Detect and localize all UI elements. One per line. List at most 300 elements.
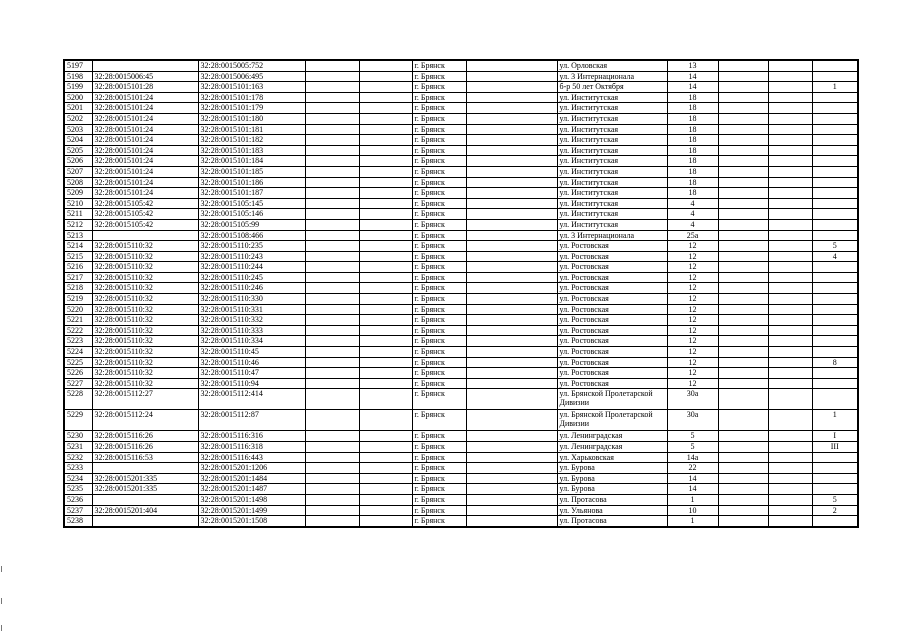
table-row xyxy=(64,516,858,527)
land-cadastral-number-cell: 32:28:0015110:32 xyxy=(92,304,198,315)
house-number-cell: 12 xyxy=(667,368,718,379)
record-number-cell: 5220 xyxy=(64,304,92,315)
empty-cell xyxy=(359,325,412,336)
street-cell: ул. Харьковская xyxy=(557,452,667,463)
empty-cell xyxy=(768,347,812,358)
street-cell: ул. Орловская xyxy=(557,60,667,71)
city-cell: г. Брянск xyxy=(412,463,466,474)
street-cell: ул. Ростовская xyxy=(557,304,667,315)
empty-cell xyxy=(359,124,412,135)
table-row xyxy=(64,347,858,358)
empty-cell xyxy=(466,357,557,368)
street-cell: ул. Бурова xyxy=(557,463,667,474)
empty-cell xyxy=(466,389,557,410)
land-cadastral-number-cell: 32:28:0015110:32 xyxy=(92,368,198,379)
apartment-cell: I xyxy=(812,431,858,442)
empty-cell xyxy=(466,463,557,474)
street-cell: ул. Ростовская xyxy=(557,272,667,283)
object-cadastral-number-cell: 32:28:0015110:46 xyxy=(198,357,305,368)
object-cadastral-number-cell: 32:28:0015110:332 xyxy=(198,315,305,326)
city-cell: г. Брянск xyxy=(412,92,466,103)
empty-cell xyxy=(359,410,412,431)
empty-cell xyxy=(305,389,359,410)
land-cadastral-number-cell: 32:28:0015110:32 xyxy=(92,336,198,347)
object-cadastral-number-cell: 32:28:0015116:316 xyxy=(198,431,305,442)
record-number-cell: 5211 xyxy=(64,209,92,220)
empty-cell xyxy=(466,209,557,220)
record-number-cell: 5217 xyxy=(64,272,92,283)
street-cell: ул. Ростовская xyxy=(557,347,667,358)
empty-cell xyxy=(305,325,359,336)
table-row xyxy=(64,315,858,326)
empty-cell xyxy=(359,494,412,505)
empty-cell xyxy=(718,251,768,262)
table-row xyxy=(64,283,858,294)
empty-cell xyxy=(768,262,812,273)
empty-cell xyxy=(718,198,768,209)
empty-cell xyxy=(359,368,412,379)
record-number-cell: 5231 xyxy=(64,442,92,453)
empty-cell xyxy=(305,463,359,474)
empty-cell xyxy=(466,325,557,336)
object-cadastral-number-cell: 32:28:0015105:145 xyxy=(198,198,305,209)
record-number-cell: 5225 xyxy=(64,357,92,368)
empty-cell xyxy=(466,198,557,209)
empty-cell xyxy=(768,209,812,220)
table-row xyxy=(64,71,858,82)
empty-cell xyxy=(768,410,812,431)
apartment-cell: III xyxy=(812,442,858,453)
land-cadastral-number-cell: 32:28:0015101:24 xyxy=(92,145,198,156)
house-number-cell: 14 xyxy=(667,473,718,484)
empty-cell xyxy=(359,230,412,241)
apartment-cell xyxy=(812,463,858,474)
empty-cell xyxy=(718,315,768,326)
house-number-cell: 18 xyxy=(667,113,718,124)
object-cadastral-number-cell: 32:28:0015110:331 xyxy=(198,304,305,315)
registry-table xyxy=(63,59,859,528)
table-row xyxy=(64,145,858,156)
city-cell: г. Брянск xyxy=(412,103,466,114)
empty-cell xyxy=(305,71,359,82)
apartment-cell: 4 xyxy=(812,251,858,262)
empty-cell xyxy=(466,251,557,262)
house-number-cell: 18 xyxy=(667,135,718,146)
record-number-cell: 5228 xyxy=(64,389,92,410)
empty-cell xyxy=(359,315,412,326)
street-cell: ул. Институтская xyxy=(557,92,667,103)
record-number-cell: 5230 xyxy=(64,431,92,442)
record-number-cell: 5208 xyxy=(64,177,92,188)
apartment-cell xyxy=(812,209,858,220)
empty-cell xyxy=(768,103,812,114)
empty-cell xyxy=(305,473,359,484)
house-number-cell: 4 xyxy=(667,219,718,230)
record-number-cell: 5212 xyxy=(64,219,92,230)
empty-cell xyxy=(466,442,557,453)
table-row xyxy=(64,294,858,305)
table-row xyxy=(64,473,858,484)
empty-cell xyxy=(768,272,812,283)
object-cadastral-number-cell: 32:28:0015201:1487 xyxy=(198,484,305,495)
empty-cell xyxy=(768,304,812,315)
empty-cell xyxy=(718,494,768,505)
land-cadastral-number-cell: 32:28:0015101:24 xyxy=(92,103,198,114)
empty-cell xyxy=(768,368,812,379)
house-number-cell: 18 xyxy=(667,166,718,177)
empty-cell xyxy=(466,60,557,71)
record-number-cell: 5207 xyxy=(64,166,92,177)
city-cell: г. Брянск xyxy=(412,219,466,230)
city-cell: г. Брянск xyxy=(412,378,466,389)
house-number-cell: 12 xyxy=(667,272,718,283)
city-cell: г. Брянск xyxy=(412,177,466,188)
record-number-cell: 5214 xyxy=(64,241,92,252)
object-cadastral-number-cell: 32:28:0015116:318 xyxy=(198,442,305,453)
empty-cell xyxy=(718,410,768,431)
object-cadastral-number-cell: 32:28:0015101:180 xyxy=(198,113,305,124)
record-number-cell: 5226 xyxy=(64,368,92,379)
empty-cell xyxy=(466,315,557,326)
empty-cell xyxy=(718,452,768,463)
object-cadastral-number-cell: 32:28:0015110:243 xyxy=(198,251,305,262)
street-cell: ул. 3 Интернационала xyxy=(557,71,667,82)
house-number-cell: 22 xyxy=(667,463,718,474)
house-number-cell: 1 xyxy=(667,516,718,527)
empty-cell xyxy=(466,113,557,124)
apartment-cell xyxy=(812,198,858,209)
record-number-cell: 5199 xyxy=(64,82,92,93)
empty-cell xyxy=(718,188,768,199)
record-number-cell: 5216 xyxy=(64,262,92,273)
empty-cell xyxy=(718,283,768,294)
empty-cell xyxy=(359,431,412,442)
object-cadastral-number-cell: 32:28:0015201:1206 xyxy=(198,463,305,474)
object-cadastral-number-cell: 32:28:0015101:183 xyxy=(198,145,305,156)
apartment-cell xyxy=(812,294,858,305)
empty-cell xyxy=(359,389,412,410)
city-cell: г. Брянск xyxy=(412,60,466,71)
land-cadastral-number-cell: 32:28:0015110:32 xyxy=(92,294,198,305)
empty-cell xyxy=(305,135,359,146)
street-cell: ул. Институтская xyxy=(557,135,667,146)
street-cell: ул. Ростовская xyxy=(557,368,667,379)
empty-cell xyxy=(359,209,412,220)
table-row xyxy=(64,92,858,103)
empty-cell xyxy=(359,262,412,273)
record-number-cell: 5236 xyxy=(64,494,92,505)
empty-cell xyxy=(359,251,412,262)
empty-cell xyxy=(305,304,359,315)
empty-cell xyxy=(768,135,812,146)
empty-cell xyxy=(359,92,412,103)
city-cell: г. Брянск xyxy=(412,188,466,199)
object-cadastral-number-cell: 32:28:0015101:182 xyxy=(198,135,305,146)
table-row xyxy=(64,241,858,252)
empty-cell xyxy=(718,347,768,358)
house-number-cell: 14а xyxy=(667,452,718,463)
empty-cell xyxy=(305,262,359,273)
apartment-cell xyxy=(812,452,858,463)
house-number-cell: 12 xyxy=(667,251,718,262)
table-row xyxy=(64,156,858,167)
table-row xyxy=(64,60,858,71)
empty-cell xyxy=(718,463,768,474)
empty-cell xyxy=(466,431,557,442)
land-cadastral-number-cell: 32:28:0015006:45 xyxy=(92,71,198,82)
street-cell: ул. Ростовская xyxy=(557,357,667,368)
city-cell: г. Брянск xyxy=(412,124,466,135)
land-cadastral-number-cell: 32:28:0015201:404 xyxy=(92,505,198,516)
city-cell: г. Брянск xyxy=(412,410,466,431)
empty-cell xyxy=(718,336,768,347)
empty-cell xyxy=(718,71,768,82)
empty-cell xyxy=(466,452,557,463)
empty-cell xyxy=(359,378,412,389)
empty-cell xyxy=(359,484,412,495)
empty-cell xyxy=(768,473,812,484)
record-number-cell: 5229 xyxy=(64,410,92,431)
record-number-cell: 5221 xyxy=(64,315,92,326)
record-number-cell: 5233 xyxy=(64,463,92,474)
empty-cell xyxy=(305,177,359,188)
empty-cell xyxy=(768,145,812,156)
table-row xyxy=(64,442,858,453)
apartment-cell: 1 xyxy=(812,410,858,431)
city-cell: г. Брянск xyxy=(412,283,466,294)
record-number-cell: 5198 xyxy=(64,71,92,82)
object-cadastral-number-cell: 32:28:0015101:181 xyxy=(198,124,305,135)
empty-cell xyxy=(466,145,557,156)
empty-cell xyxy=(718,209,768,220)
apartment-cell xyxy=(812,473,858,484)
table-row xyxy=(64,113,858,124)
empty-cell xyxy=(768,60,812,71)
city-cell: г. Брянск xyxy=(412,357,466,368)
house-number-cell: 5 xyxy=(667,442,718,453)
empty-cell xyxy=(768,516,812,527)
object-cadastral-number-cell: 32:28:0015005:752 xyxy=(198,60,305,71)
empty-cell xyxy=(718,230,768,241)
city-cell: г. Брянск xyxy=(412,135,466,146)
object-cadastral-number-cell: 32:28:0015201:1484 xyxy=(198,473,305,484)
empty-cell xyxy=(466,177,557,188)
empty-cell xyxy=(305,294,359,305)
empty-cell xyxy=(466,494,557,505)
record-number-cell: 5215 xyxy=(64,251,92,262)
land-cadastral-number-cell: 32:28:0015110:32 xyxy=(92,272,198,283)
empty-cell xyxy=(359,347,412,358)
empty-cell xyxy=(466,156,557,167)
empty-cell xyxy=(718,103,768,114)
empty-cell xyxy=(305,230,359,241)
empty-cell xyxy=(718,262,768,273)
city-cell: г. Брянск xyxy=(412,516,466,527)
empty-cell xyxy=(305,241,359,252)
house-number-cell: 14 xyxy=(667,71,718,82)
table-row xyxy=(64,251,858,262)
empty-cell xyxy=(768,357,812,368)
empty-cell xyxy=(359,198,412,209)
table-row xyxy=(64,188,858,199)
table-row xyxy=(64,230,858,241)
city-cell: г. Брянск xyxy=(412,262,466,273)
empty-cell xyxy=(718,219,768,230)
land-cadastral-number-cell: 32:28:0015101:24 xyxy=(92,156,198,167)
apartment-cell xyxy=(812,166,858,177)
table-row xyxy=(64,505,858,516)
street-cell: ул. Брянской Пролетарской Дивизии xyxy=(557,410,667,431)
object-cadastral-number-cell: 32:28:0015101:187 xyxy=(198,188,305,199)
table-row xyxy=(64,198,858,209)
empty-cell xyxy=(466,368,557,379)
city-cell: г. Брянск xyxy=(412,198,466,209)
table-row xyxy=(64,484,858,495)
empty-cell xyxy=(466,219,557,230)
empty-cell xyxy=(718,60,768,71)
table-row xyxy=(64,166,858,177)
empty-cell xyxy=(359,113,412,124)
empty-cell xyxy=(305,505,359,516)
land-cadastral-number-cell: 32:28:0015116:53 xyxy=(92,452,198,463)
record-number-cell: 5227 xyxy=(64,378,92,389)
table-row xyxy=(64,389,858,410)
city-cell: г. Брянск xyxy=(412,452,466,463)
street-cell: ул. Институтская xyxy=(557,198,667,209)
empty-cell xyxy=(305,82,359,93)
land-cadastral-number-cell xyxy=(92,463,198,474)
empty-cell xyxy=(359,294,412,305)
record-number-cell: 5219 xyxy=(64,294,92,305)
land-cadastral-number-cell: 32:28:0015101:24 xyxy=(92,92,198,103)
scan-edge-mark xyxy=(1,598,2,604)
city-cell: г. Брянск xyxy=(412,304,466,315)
empty-cell xyxy=(768,389,812,410)
house-number-cell: 12 xyxy=(667,304,718,315)
land-cadastral-number-cell: 32:28:0015101:24 xyxy=(92,124,198,135)
house-number-cell: 25а xyxy=(667,230,718,241)
apartment-cell xyxy=(812,516,858,527)
empty-cell xyxy=(718,294,768,305)
empty-cell xyxy=(305,209,359,220)
city-cell: г. Брянск xyxy=(412,494,466,505)
empty-cell xyxy=(718,325,768,336)
empty-cell xyxy=(466,92,557,103)
city-cell: г. Брянск xyxy=(412,347,466,358)
empty-cell xyxy=(305,452,359,463)
empty-cell xyxy=(718,304,768,315)
empty-cell xyxy=(359,304,412,315)
house-number-cell: 5 xyxy=(667,431,718,442)
street-cell: ул. Ростовская xyxy=(557,378,667,389)
empty-cell xyxy=(768,283,812,294)
house-number-cell: 4 xyxy=(667,209,718,220)
empty-cell xyxy=(718,442,768,453)
city-cell: г. Брянск xyxy=(412,473,466,484)
empty-cell xyxy=(359,442,412,453)
scan-edge-mark xyxy=(1,625,2,631)
empty-cell xyxy=(768,505,812,516)
empty-cell xyxy=(718,272,768,283)
city-cell: г. Брянск xyxy=(412,209,466,220)
table-row xyxy=(64,452,858,463)
empty-cell xyxy=(718,431,768,442)
empty-cell xyxy=(768,251,812,262)
object-cadastral-number-cell: 32:28:0015116:443 xyxy=(198,452,305,463)
city-cell: г. Брянск xyxy=(412,442,466,453)
empty-cell xyxy=(359,71,412,82)
empty-cell xyxy=(466,304,557,315)
land-cadastral-number-cell: 32:28:0015101:24 xyxy=(92,177,198,188)
empty-cell xyxy=(359,166,412,177)
object-cadastral-number-cell: 32:28:0015006:495 xyxy=(198,71,305,82)
house-number-cell: 12 xyxy=(667,357,718,368)
house-number-cell: 12 xyxy=(667,378,718,389)
street-cell: ул. Институтская xyxy=(557,113,667,124)
empty-cell xyxy=(305,410,359,431)
land-cadastral-number-cell: 32:28:0015110:32 xyxy=(92,347,198,358)
empty-cell xyxy=(768,166,812,177)
record-number-cell: 5222 xyxy=(64,325,92,336)
record-number-cell: 5205 xyxy=(64,145,92,156)
apartment-cell xyxy=(812,113,858,124)
empty-cell xyxy=(768,156,812,167)
land-cadastral-number-cell: 32:28:0015101:28 xyxy=(92,82,198,93)
empty-cell xyxy=(718,516,768,527)
house-number-cell: 18 xyxy=(667,145,718,156)
record-number-cell: 5209 xyxy=(64,188,92,199)
house-number-cell: 18 xyxy=(667,103,718,114)
land-cadastral-number-cell: 32:28:0015110:32 xyxy=(92,251,198,262)
object-cadastral-number-cell: 32:28:0015101:179 xyxy=(198,103,305,114)
empty-cell xyxy=(466,347,557,358)
land-cadastral-number-cell: 32:28:0015110:32 xyxy=(92,241,198,252)
empty-cell xyxy=(768,325,812,336)
table-body xyxy=(64,60,858,527)
empty-cell xyxy=(466,410,557,431)
empty-cell xyxy=(359,241,412,252)
empty-cell xyxy=(466,241,557,252)
apartment-cell xyxy=(812,230,858,241)
house-number-cell: 12 xyxy=(667,262,718,273)
table-row xyxy=(64,124,858,135)
empty-cell xyxy=(768,442,812,453)
house-number-cell: 12 xyxy=(667,325,718,336)
apartment-cell xyxy=(812,71,858,82)
object-cadastral-number-cell: 32:28:0015110:333 xyxy=(198,325,305,336)
empty-cell xyxy=(305,336,359,347)
empty-cell xyxy=(718,378,768,389)
empty-cell xyxy=(718,113,768,124)
empty-cell xyxy=(718,166,768,177)
empty-cell xyxy=(305,516,359,527)
house-number-cell: 12 xyxy=(667,315,718,326)
street-cell: ул. Протасова xyxy=(557,516,667,527)
house-number-cell: 18 xyxy=(667,156,718,167)
street-cell: ул. Ростовская xyxy=(557,294,667,305)
city-cell: г. Брянск xyxy=(412,389,466,410)
empty-cell xyxy=(359,283,412,294)
empty-cell xyxy=(359,188,412,199)
house-number-cell: 18 xyxy=(667,188,718,199)
apartment-cell xyxy=(812,347,858,358)
empty-cell xyxy=(718,124,768,135)
object-cadastral-number-cell: 32:28:0015101:163 xyxy=(198,82,305,93)
object-cadastral-number-cell: 32:28:0015201:1498 xyxy=(198,494,305,505)
land-cadastral-number-cell: 32:28:0015112:24 xyxy=(92,410,198,431)
street-cell: ул. Институтская xyxy=(557,188,667,199)
table-row xyxy=(64,431,858,442)
